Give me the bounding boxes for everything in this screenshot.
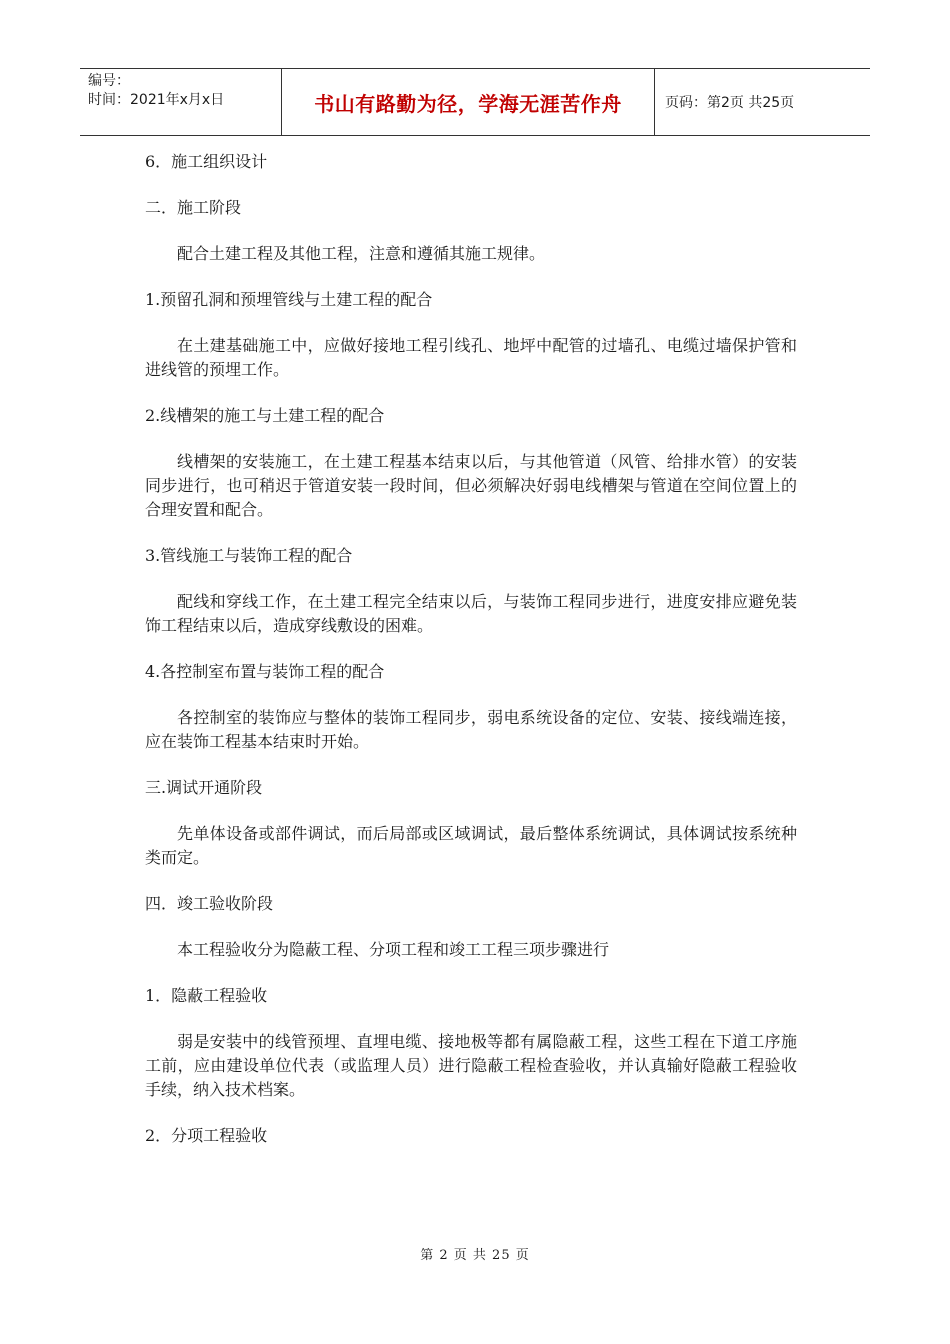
section-heading: 三.调试开通阶段 [145,778,263,797]
header-motto: 书山有路勤为径，学海无涯苦作舟 [282,69,655,135]
subsection-heading: 2．分项工程验收 [145,1126,268,1145]
date-label: 时间：2021年x月x日 [88,92,225,108]
subsection-heading: 1．隐蔽工程验收 [145,986,268,1005]
paragraph: 在土建基础施工中，应做好接地工程引线孔、地坪中配管的过墙孔、电缆过墙保护管和进线管的预埋工作。 [145,336,797,379]
number-label: 编号： [88,73,130,89]
paragraph: 线槽架的安装施工，在土建工程基本结束以后，与其他管道（风管、给排水管）的安装同步进行，也可稍迟于管道安装一段时间，但必须解决好弱电线槽架与管道在空间位置上的合理安置和配合。 [145,452,797,519]
header-page-info: 页码：第2页 共25页 [665,95,795,111]
subsection-heading: 4.各控制室布置与装饰工程的配合 [145,662,385,681]
document-header [80,68,870,136]
paragraph: 配合土建工程及其他工程，注意和遵循其施工规律。 [177,244,546,263]
page-footer: 第 2 页 共 25 页 [420,1248,530,1263]
paragraph: 弱是安装中的线管预埋、直埋电缆、接地极等都有属隐蔽工程，这些工程在下道工序施工前，应由建设单位代表（或监理人员）进行隐蔽工程检查验收，并认真输好隐蔽工程验收手续，纳入技术档案。 [145,1032,797,1099]
paragraph: 各控制室的装饰应与整体的装饰工程同步，弱电系统设备的定位、安装、接线端连接，应在装饰工程基本结束时开始。 [145,708,797,751]
section-heading: 二．施工阶段 [145,198,242,217]
paragraph: 先单体设备或部件调试，而后局部或区域调试，最后整体系统调试，具体调试按系统种类而定。 [145,824,797,867]
document-body [145,150,797,1170]
subsection-heading: 3.管线施工与装饰工程的配合 [145,546,353,565]
section-heading: 6．施工组织设计 [145,152,268,171]
paragraph: 本工程验收分为隐蔽工程、分项工程和竣工工程三项步骤进行 [177,940,610,959]
header-meta [80,69,282,135]
section-heading: 四．竣工验收阶段 [145,894,274,913]
subsection-heading: 1.预留孔洞和预埋管线与土建工程的配合 [145,290,433,309]
subsection-heading: 2.线槽架的施工与土建工程的配合 [145,406,385,425]
paragraph: 配线和穿线工作，在土建工程完全结束以后，与装饰工程同步进行，进度安排应避免装饰工程结束以后，造成穿线敷设的困难。 [145,592,797,635]
